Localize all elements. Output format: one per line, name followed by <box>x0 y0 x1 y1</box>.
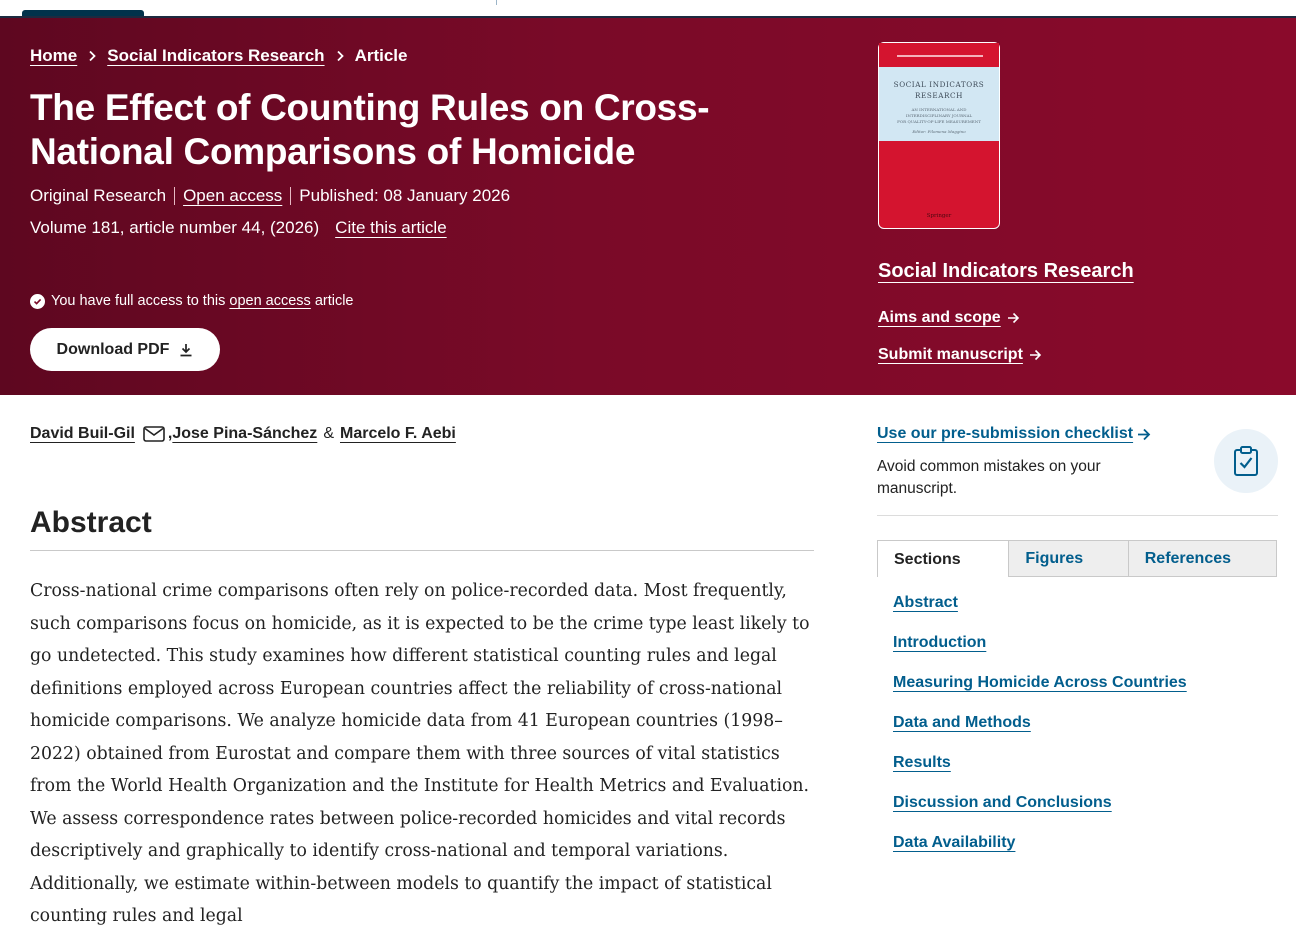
chevron-right-icon <box>87 50 97 62</box>
section-link[interactable]: Discussion and Conclusions <box>893 794 1112 811</box>
author-link[interactable]: Marcelo F. Aebi <box>339 425 456 442</box>
sidebar-divider <box>877 515 1278 516</box>
section-link[interactable]: Introduction <box>893 634 987 651</box>
aims-and-scope-link[interactable] <box>878 309 1020 327</box>
volume-line <box>30 218 447 238</box>
access-open-access-link[interactable]: open access <box>229 293 311 309</box>
breadcrumb-current: Article <box>354 46 408 65</box>
access-notice <box>30 293 354 309</box>
section-list <box>893 594 1187 874</box>
cover-title-line2: RESEARCH <box>915 91 963 100</box>
download-icon <box>179 343 193 357</box>
author-list <box>30 425 456 443</box>
mail-icon[interactable] <box>143 426 165 442</box>
abstract-divider <box>30 550 814 551</box>
checklist-description: Avoid common mistakes on your manuscript. <box>877 458 1101 497</box>
article-meta <box>30 186 510 206</box>
breadcrumb-home[interactable]: Home <box>30 46 78 65</box>
abstract-text: Cross-national crime comparisons often rely on police-recorded data. Most frequently, such comparisons focus on homicide, as it is expected to be the crime type least likely to go undetected. This study examines how different statistical counting rules and legal definitions employed across European countries affect the reliability of cross-national homicide comparisons. We analyze homicide data from 41 European countries (1998–2022) obtained from Eurostat and compare them with three sources of vital statistics from the World Health Organization and the Institute for Health Metrics and Evaluation. We assess correspondence rates between police-recorded homicides and vital records descriptively and graphically to identify cross-national and temporal variations. Additionally, we estimate within-between models to quantify the impact of statistical counting rules and legal <box>30 581 810 926</box>
article-type: Original Research <box>30 186 167 205</box>
checklist-link-label: Use our pre-submission checklist <box>877 425 1134 442</box>
author-separator: , <box>167 425 173 442</box>
access-suffix: article <box>314 293 354 309</box>
arrow-right-icon <box>1029 349 1042 361</box>
author-ampersand: & <box>323 425 334 442</box>
section-link[interactable]: Abstract <box>893 594 958 611</box>
article-hero <box>0 18 1296 395</box>
cover-title-line1: SOCIAL INDICATORS <box>893 80 985 89</box>
article-tabs <box>877 540 1277 577</box>
breadcrumb-journal[interactable]: Social Indicators Research <box>107 46 325 65</box>
chevron-right-icon <box>335 50 345 62</box>
tab-sections[interactable]: Sections <box>878 541 1008 578</box>
article-title: The Effect of Counting Rules on Cross-National Comparisons of Homicide <box>30 87 710 172</box>
journal-name-link[interactable]: Social Indicators Research <box>878 260 1134 282</box>
journal-cover[interactable] <box>878 42 1000 229</box>
section-link[interactable]: Measuring Homicide Across Countries <box>893 674 1187 691</box>
volume-info: Volume 181, article number 44, (2026) <box>30 218 320 237</box>
check-circle-icon <box>30 294 45 309</box>
section-link[interactable]: Results <box>893 754 951 771</box>
top-navigation-strip <box>0 0 1296 18</box>
cover-subtitle-line2: INTERDISCIPLINARY JOURNAL <box>905 113 973 118</box>
arrow-right-icon <box>1137 428 1151 441</box>
meta-divider <box>290 187 291 205</box>
cite-article-link[interactable]: Cite this article <box>335 218 447 237</box>
published-date: Published: 08 January 2026 <box>299 186 511 205</box>
clipboard-check-icon <box>1214 429 1278 493</box>
abstract-heading: Abstract <box>30 506 152 539</box>
breadcrumb <box>30 46 407 66</box>
tab-figures[interactable]: Figures <box>1008 541 1127 576</box>
tab-references[interactable]: References <box>1128 541 1276 576</box>
cover-title-band <box>879 67 999 141</box>
cover-publisher: Springer <box>926 213 952 219</box>
cover-top <box>879 43 999 67</box>
submit-manuscript-link[interactable] <box>878 346 1042 364</box>
active-tab-indicator <box>22 10 144 16</box>
access-prefix: You have full access to this <box>51 293 226 309</box>
cover-subtitle-line3: FOR QUALITY-OF-LIFE MEASUREMENT <box>897 119 981 124</box>
author-link[interactable]: David Buil-Gil <box>30 425 135 442</box>
download-pdf-button[interactable] <box>30 328 220 371</box>
pre-submission-checklist-link[interactable] <box>877 425 1151 443</box>
author-link[interactable]: Jose Pina-Sánchez <box>172 425 318 442</box>
open-access-link[interactable]: Open access <box>183 186 283 205</box>
aims-and-scope-label: Aims and scope <box>878 309 1001 326</box>
section-link[interactable]: Data and Methods <box>893 714 1031 731</box>
cover-subtitle-line1: AN INTERNATIONAL AND <box>911 107 967 112</box>
section-link[interactable]: Data Availability <box>893 834 1016 851</box>
download-pdf-label: Download PDF <box>56 340 170 358</box>
cover-editor: Editor: Filomena Maggino <box>912 129 966 134</box>
meta-divider <box>174 187 175 205</box>
submit-manuscript-label: Submit manuscript <box>878 346 1023 363</box>
top-divider <box>496 0 497 5</box>
arrow-right-icon <box>1007 312 1020 324</box>
